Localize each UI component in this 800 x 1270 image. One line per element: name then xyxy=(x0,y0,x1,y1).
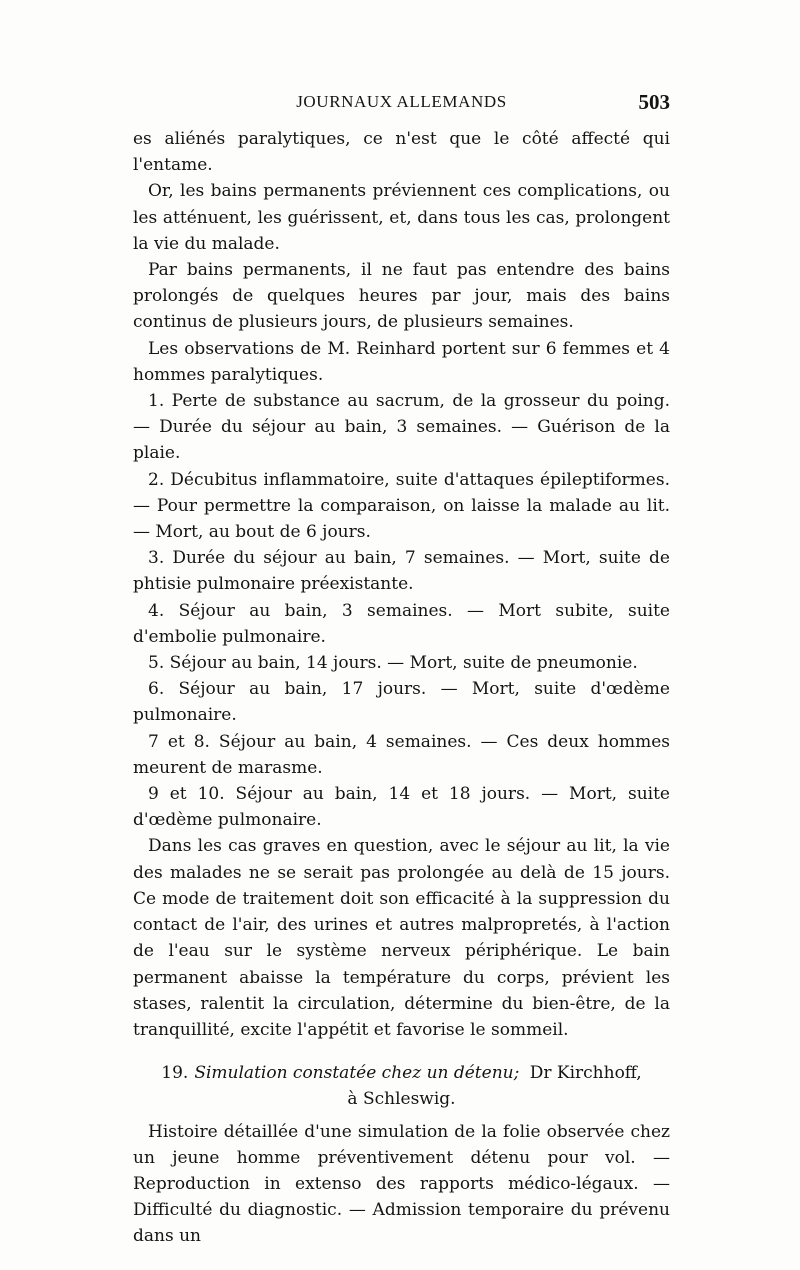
section-heading xyxy=(133,1060,670,1112)
section-number: 19. xyxy=(161,1063,189,1084)
paragraph: es aliénés paralytiques, ce n'est que le côté affecté qui l'entame. xyxy=(133,129,670,176)
paragraph: Dans les cas graves en question, avec le séjour au lit, la vie des malades ne se serait pas prolongée au delà de 15 jours. Ce mode de traitement doit son efficacité à la suppression du contact de l'air, des urines et autres malpropretés, à l'action de l'eau sur le système nerveux périphérique. Le bain permanent abaisse la température du corps, prévient les stases, ralentit la circulation, détermine du bien-être, de la tranquillité, excite l'appétit et favorise le sommeil. xyxy=(133,836,670,1040)
observation-item: 4. Séjour au bain, 3 semaines. — Mort subite, suite d'embolie pulmonaire. xyxy=(133,600,670,647)
observation-item: 6. Séjour au bain, 17 jours. — Mort, suite d'œdème pulmonaire. xyxy=(133,679,670,726)
paragraph: Or, les bains permanents préviennent ces complications, ou les atténuent, les guérissent, et, dans tous les cas, prolongent la vie du malade. xyxy=(133,181,670,254)
observation-item: 2. Décubitus inflammatoire, suite d'attaques épileptiformes. — Pour permettre la comparaison, on laisse la malade au lit. — Mort, au bout de 6 jours. xyxy=(133,469,670,543)
body-text xyxy=(133,126,670,1250)
paragraph: Par bains permanents, il ne faut pas entendre des bains prolongés de quelques heures par jour, mais des bains continus de plusieurs jours, de plusieurs semaines. xyxy=(133,260,670,333)
observation-item: 7 et 8. Séjour au bain, 4 semaines. — Ces deux hommes meurent de marasme. xyxy=(133,731,670,778)
running-head xyxy=(133,92,670,118)
section-author: Dr Kirchhoff, xyxy=(529,1063,642,1084)
observation-item: 1. Perte de substance au sacrum, de la grosseur du poing. — Durée du séjour au bain, 3 semaines. — Guérison de la plaie. xyxy=(133,391,670,464)
section-place: à Schleswig. xyxy=(347,1089,456,1110)
section-title: Simulation constatée chez un détenu; xyxy=(194,1063,520,1084)
observation-item: 5. Séjour au bain, 14 jours. — Mort, suite de pneumonie. xyxy=(148,653,638,674)
paragraph: Les observations de M. Reinhard portent sur 6 femmes et 4 hommes paralytiques. xyxy=(133,338,670,385)
running-title: JOURNAUX ALLEMANDS xyxy=(296,92,507,111)
section-summary: Histoire détaillée d'une simulation de la folie observée chez un jeune homme préventivement détenu pour vol. — Reproduction in extenso des rapports médico-légaux. — Difficulté du diagnostic. — Admission temporaire du prévenu dans un xyxy=(133,1121,670,1247)
observation-item: 9 et 10. Séjour au bain, 14 et 18 jours. — Mort, suite d'œdème pulmonaire. xyxy=(133,784,670,831)
page-number: 503 xyxy=(638,90,670,114)
observation-item: 3. Durée du séjour au bain, 7 semaines. — Mort, suite de phtisie pulmonaire préexistante. xyxy=(133,548,670,595)
